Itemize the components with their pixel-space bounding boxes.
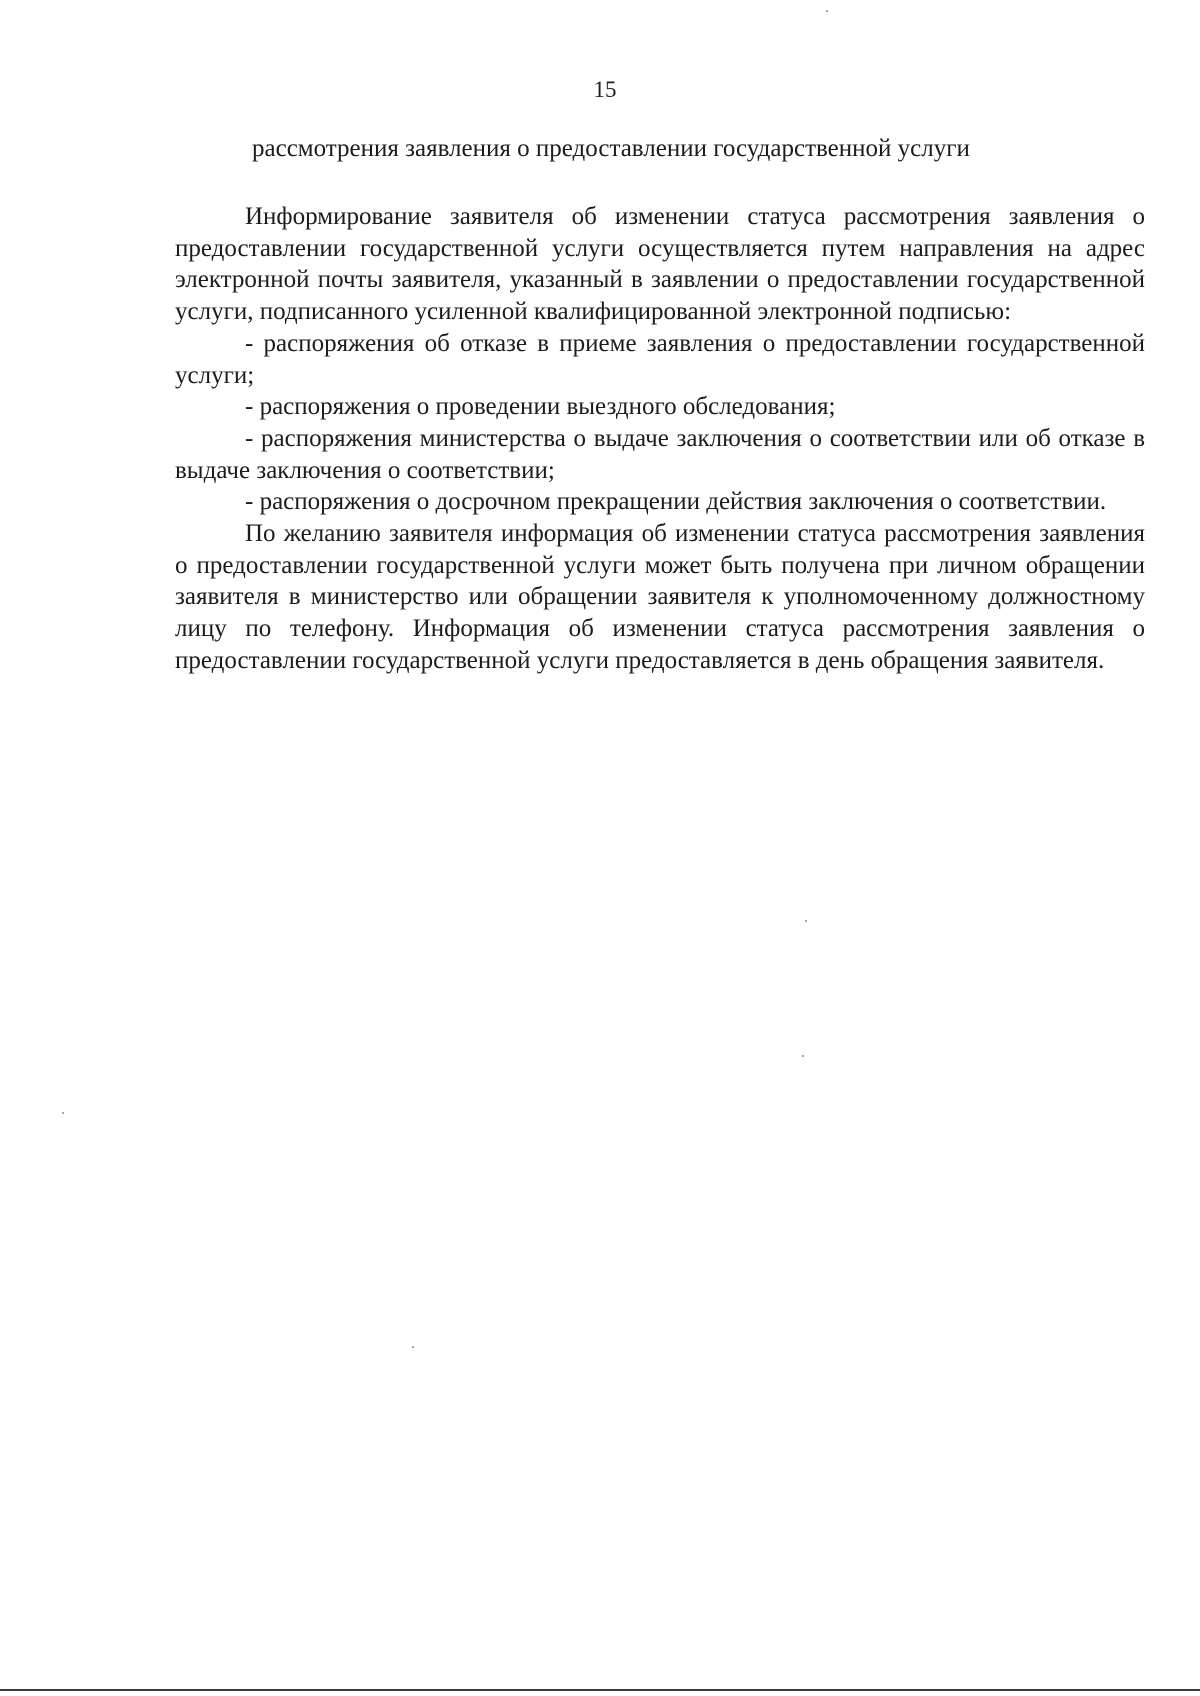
bottom-scan-edge xyxy=(0,1689,1200,1691)
list-item-conclusion: - распоряжения министерства о выдаче заключения о соответствии или об отказе в выдаче заключения о соответствии; xyxy=(175,424,1145,484)
scan-speck xyxy=(802,1055,804,1057)
scan-speck xyxy=(62,1112,64,1114)
scan-speck xyxy=(805,920,807,922)
list-item-refusal: - распоряжения об отказе в приеме заявления о предоставлении государственной услуги; xyxy=(175,329,1145,389)
body-text xyxy=(175,201,1145,677)
list-item-termination: - распоряжения о досрочном прекращении действия заключения о соответствии. xyxy=(245,488,1107,516)
scan-speck xyxy=(412,1346,414,1348)
heading-continuation: рассмотрения заявления о предоставлении государственной услуги xyxy=(252,135,970,162)
paragraph-on-request: По желанию заявителя информация об изменении статуса рассмотрения заявления о предоставлении государственной услуги может быть получена при личном обращении заявителя в министерство или обращении заявителя к уполномоченному должностному лицу по телефону. Информация об изменении статуса рассмотрения заявления о предоставлении государственной услуги предоставляется в день обращения заявителя. xyxy=(175,520,1145,674)
scan-speck xyxy=(826,10,828,12)
list-item-inspection: - распоряжения о проведении выездного обследования; xyxy=(245,393,836,421)
page-number: 15 xyxy=(593,77,617,102)
paragraph-informing: Информирование заявителя об изменении статуса рассмотрения заявления о предоставлении государственной услуги осуществляется путем направления на адрес электронной почты заявителя, указанный в заявлении о предоставлении государственной услуги, подписанного усиленной квалифицированной электронной подписью: xyxy=(175,203,1145,326)
